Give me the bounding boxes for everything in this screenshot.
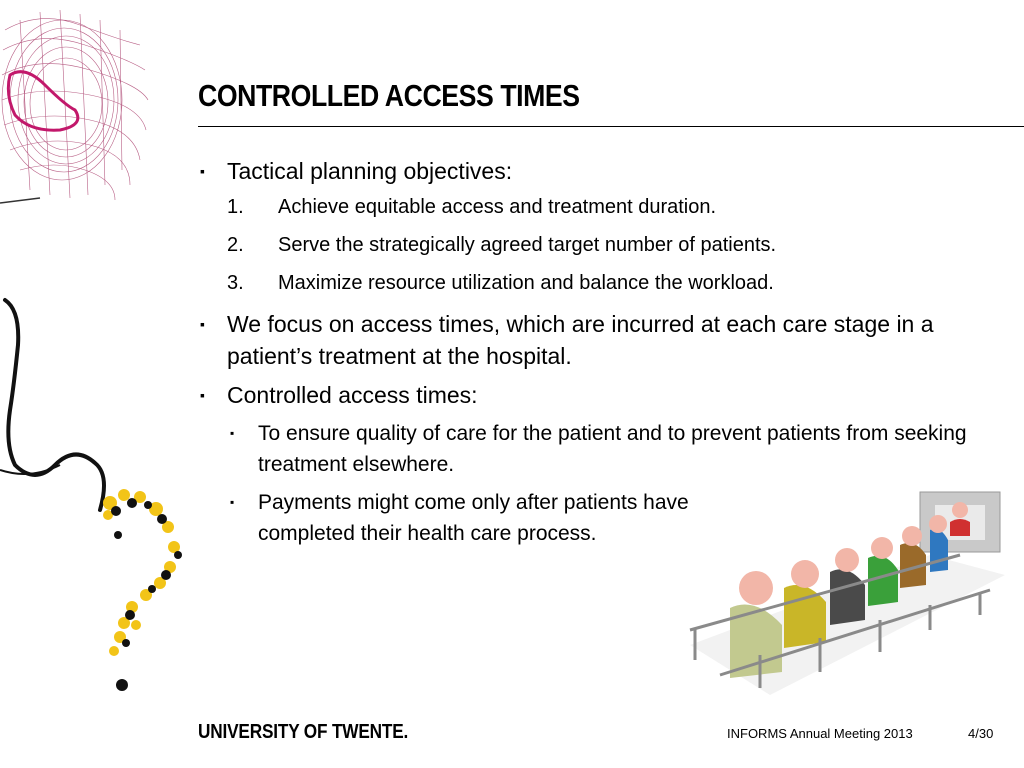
page-number: 4/30 <box>968 726 994 741</box>
decorative-mesh-graphic <box>0 0 150 205</box>
slide-content <box>200 155 1010 556</box>
objective-item <box>200 194 1010 220</box>
objective-text: Maximize resource utilization and balance the workload. <box>278 272 774 294</box>
bullet-text: Tactical planning objectives: <box>227 158 513 184</box>
bullet-icon: ▪ <box>200 387 205 403</box>
sub-bullet-icon: ▪ <box>230 426 235 440</box>
conference-name: INFORMS Annual Meeting 2013 <box>727 726 913 741</box>
objective-text: Serve the strategically agreed target number of patients. <box>278 234 777 256</box>
objective-number: 3. <box>227 272 244 294</box>
objective-text: Achieve equitable access and treatment duration. <box>278 196 717 218</box>
decorative-question-mark-graphic <box>90 475 190 705</box>
objective-number: 1. <box>227 196 244 218</box>
objective-item <box>200 232 1010 258</box>
sub-bullet-item <box>200 418 1010 480</box>
sub-bullet-icon: ▪ <box>230 495 235 509</box>
bullet-text: We focus on access times, which are incurred at each care stage in a patient’s treatment at the hospital. <box>227 311 934 369</box>
slide-title: CONTROLLED ACCESS TIMES <box>198 78 580 113</box>
sub-bullet-text: Payments might come only after patients have completed their health care process. <box>258 491 689 545</box>
title-divider <box>198 126 1024 127</box>
bullet-item <box>200 155 1010 187</box>
university-logo: UNIVERSITY OF TWENTE. <box>198 721 409 743</box>
objective-number: 2. <box>227 234 244 256</box>
bullet-item <box>200 308 1010 372</box>
bullet-item <box>200 379 1010 411</box>
sub-bullet-item <box>200 487 698 549</box>
bullet-text: Controlled access times: <box>227 382 478 408</box>
bullet-icon: ▪ <box>200 316 205 332</box>
bullet-icon: ▪ <box>200 163 205 179</box>
objective-item <box>200 270 1010 296</box>
sub-bullet-text: To ensure quality of care for the patient and to prevent patients from seeking treatment elsewhere. <box>258 422 967 476</box>
